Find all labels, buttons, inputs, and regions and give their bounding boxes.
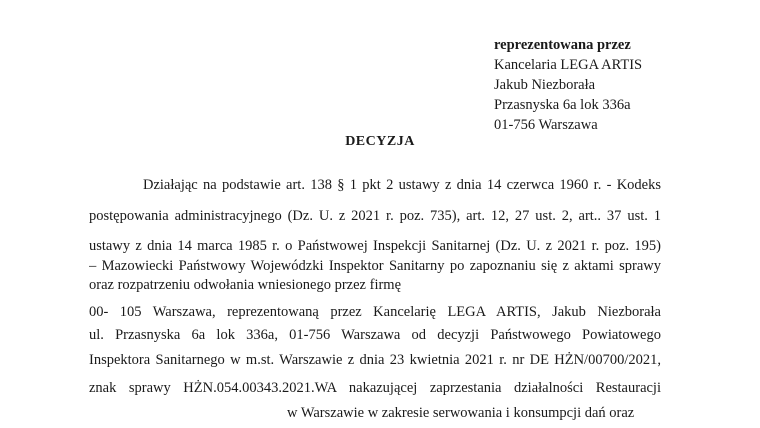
recipient-block [494,35,642,135]
recipient-line: 01-756 Warszawa [494,117,598,133]
body-line: w Warszawie w zakresie serwowania i konsumpcji dań oraz [287,405,635,421]
body-line: Działając na podstawie art. 138 § 1 pkt 2 ustawy z dnia 14 czerwca 1960 r. - Kodeks [143,177,661,193]
recipient-line: Przasnyska 6a lok 336a [494,97,631,113]
body-line: 00- 105 Warszawa, reprezentowaną przez Kancelarię LEGA ARTIS, Jakub Niezborała [89,304,661,320]
body-line: – Mazowiecki Państwowy Wojewódzki Inspektor Sanitarny po zapoznaniu się z aktami sprawy [89,258,661,274]
recipient-line: Jakub Niezborała [494,77,596,93]
document-title: DECYZJA [345,134,415,149]
body-line: ul. Przasnyska 6a lok 336a, 01-756 Warszawa od decyzji Państwowego Powiatowego [89,327,661,343]
body-line: postępowania administracyjnego (Dz. U. z 2021 r. poz. 735), art. 12, 27 ust. 2, art.. 37 ust. 1 [89,208,661,224]
body-line: Inspektora Sanitarnego w m.st. Warszawie z dnia 23 kwietnia 2021 r. nr DE HŻN/00700/2021, [89,352,661,368]
body-line: ustawy z dnia 14 marca 1985 r. o Państwowej Inspekcji Sanitarnej (Dz. U. z 2021 r. poz. 195) [89,238,661,254]
body-line: znak sprawy HŻN.054.00343.2021.WA nakazującej zaprzestania działalności Restauracji [89,380,661,396]
recipient-line: Kancelaria LEGA ARTIS [494,57,643,73]
body-line: oraz rozpatrzeniu odwołania wniesionego przez firmę [89,277,402,293]
recipient-label: reprezentowana przez [494,37,631,53]
